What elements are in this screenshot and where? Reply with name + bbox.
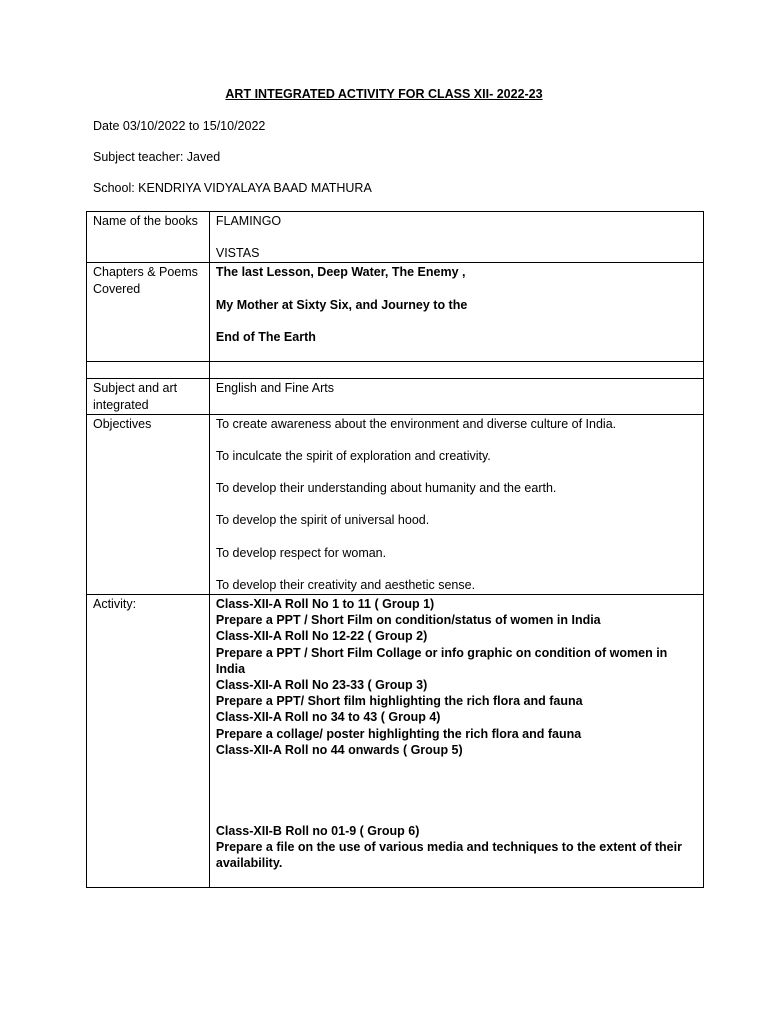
activity-line: Prepare a PPT / Short Film on condition/status of women in India [215,613,601,628]
blank-label-cell [87,362,210,379]
books-label: Name of the books [87,212,210,263]
book-flamingo: FLAMINGO [215,214,282,228]
objective-item: To develop their understanding about humanity and the earth. [215,481,557,496]
objective-item: To create awareness about the environment and diverse culture of India. [215,416,617,431]
date-line: Date 03/10/2022 to 15/10/2022 [93,119,266,133]
table-row-subject [87,379,704,414]
table-row-blank [87,362,704,379]
activity-line: Class-XII-A Roll No 23-33 ( Group 3) [215,678,428,693]
subject-value: English and Fine Arts [209,379,703,414]
objective-item: To inculcate the spirit of exploration and creativity. [215,449,491,464]
objective-item: To develop the spirit of universal hood. [215,513,430,528]
chapters-content [209,263,703,362]
activity-label: Activity: [87,595,210,888]
activity-content [209,595,703,888]
chapters-line-3: End of The Earth [215,329,316,344]
table-row-books [87,212,704,263]
chapters-line-1: The last Lesson, Deep Water, The Enemy , [215,265,466,280]
table-row-chapters [87,263,704,362]
activity-line: Prepare a PPT / Short Film Collage or info graphic on condition of women in India [215,645,668,676]
books-content [209,212,703,263]
blank-content-cell [209,362,703,379]
chapters-line-2: My Mother at Sixty Six, and Journey to the [215,297,468,312]
activity-table [86,211,704,888]
objectives-content [209,414,703,594]
school-line: School: KENDRIYA VIDYALAYA BAAD MATHURA [93,181,372,195]
objective-item: To develop respect for woman. [215,545,387,560]
activity-line: Class-XII-A Roll no 34 to 43 ( Group 4) [215,710,441,725]
activity-line: Class-XII-B Roll no 01-9 ( Group 6) [215,824,420,839]
page-title: ART INTEGRATED ACTIVITY FOR CLASS XII- 2022-23 [225,87,543,101]
objective-item: To develop their creativity and aesthetic sense. [215,577,476,592]
subject-label: Subject and art integrated [87,379,210,414]
activity-line: Class-XII-A Roll no 44 onwards ( Group 5) [215,742,463,757]
table-row-objectives [87,414,704,594]
chapters-label: Chapters & Poems Covered [87,263,210,362]
activity-line: Class-XII-A Roll No 12-22 ( Group 2) [215,629,428,644]
activity-line: Prepare a collage/ poster highlighting the rich flora and fauna [215,726,582,741]
activity-line: Prepare a file on the use of various media and techniques to the extent of their availability. [215,840,682,871]
book-vistas: VISTAS [215,246,260,261]
activity-line: Prepare a PPT/ Short film highlighting the rich flora and fauna [215,694,583,709]
activity-line: Class-XII-A Roll No 1 to 11 ( Group 1) [215,597,435,612]
teacher-line: Subject teacher: Javed [93,150,221,164]
objectives-label: Objectives [87,414,210,594]
table-row-activity [87,595,704,888]
